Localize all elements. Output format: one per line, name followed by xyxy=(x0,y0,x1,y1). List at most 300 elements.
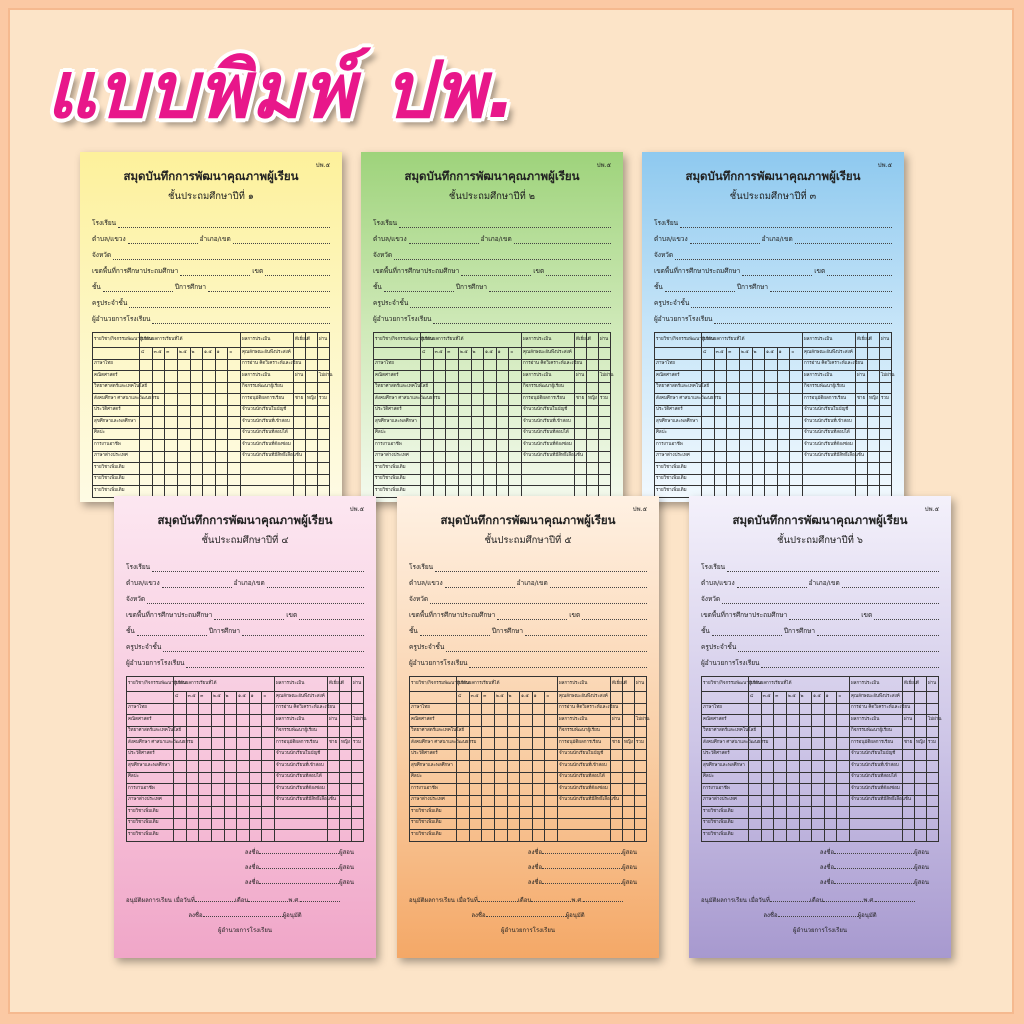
form-field xyxy=(409,594,647,604)
table-cell xyxy=(799,715,812,727)
table-cell xyxy=(868,440,880,452)
table-cell xyxy=(752,451,765,463)
table-cell xyxy=(752,359,765,371)
table-cell xyxy=(262,715,275,727)
table-cell xyxy=(915,772,927,784)
table-cell xyxy=(471,371,484,383)
table-cell xyxy=(494,738,507,750)
form-field xyxy=(701,594,939,604)
field-label: ชั้น xyxy=(92,283,101,291)
table-cell: คุณลักษณะอันพึงประสงค์ xyxy=(241,348,294,360)
table-cell xyxy=(340,772,352,784)
table-cell xyxy=(190,405,203,417)
table-cell xyxy=(927,795,939,807)
table-cell xyxy=(507,726,520,738)
table-cell xyxy=(507,772,520,784)
table-cell xyxy=(777,394,790,406)
subject-cell: รายวิชาเพิ่มเติม xyxy=(655,463,702,475)
table-cell xyxy=(262,772,275,784)
level-mark: ๑ xyxy=(215,348,228,360)
table-cell xyxy=(927,703,939,715)
field-label: ปีการศึกษา xyxy=(208,627,241,635)
table-cell xyxy=(927,818,939,830)
table-cell xyxy=(599,463,611,475)
table-cell xyxy=(599,405,611,417)
table-cell xyxy=(824,715,837,727)
table-cell xyxy=(211,749,224,761)
table-cell xyxy=(352,807,364,819)
table-row xyxy=(374,417,611,429)
field-label: อำเภอ/เขต xyxy=(808,579,840,587)
assessment-cell: จำนวนนักเรียนที่ต้องซ่อม xyxy=(241,440,294,452)
table-cell xyxy=(496,382,509,394)
table-cell xyxy=(903,818,915,830)
table-cell xyxy=(714,428,727,440)
table-cell xyxy=(749,795,762,807)
table-cell xyxy=(471,451,484,463)
table-cell xyxy=(165,451,178,463)
level-mark: ๐ xyxy=(228,348,241,360)
assessment-cell: จำนวนนักเรียนที่เข้าสอบ xyxy=(241,417,294,429)
field-line xyxy=(435,565,647,572)
table-cell xyxy=(457,772,470,784)
field-label: ตำบล/แขวง xyxy=(409,579,443,587)
table-cell xyxy=(190,440,203,452)
closing-label: พ.ศ. xyxy=(863,896,876,904)
level-mark: ๐ xyxy=(509,348,522,360)
table-cell xyxy=(469,749,482,761)
table-cell xyxy=(224,772,237,784)
table-cell xyxy=(482,726,495,738)
table-header-cell: ผลการประเมิน xyxy=(850,677,903,692)
table-cell xyxy=(777,428,790,440)
table-cell xyxy=(509,371,522,383)
subject-cell: สุขศึกษาและพลศึกษา xyxy=(127,761,174,773)
table-cell xyxy=(727,451,740,463)
table-cell xyxy=(868,417,880,429)
table-cell xyxy=(306,405,318,417)
table-row xyxy=(127,749,364,761)
headline: แบบพิมพ์ ปพ. xyxy=(46,46,518,136)
field-line xyxy=(137,629,207,636)
table-cell xyxy=(237,795,250,807)
table-cell xyxy=(177,474,190,486)
table-cell xyxy=(856,348,868,360)
subject-cell: รายวิชาเพิ่มเติม xyxy=(655,474,702,486)
table-cell xyxy=(484,382,497,394)
table-cell xyxy=(165,474,178,486)
table-cell xyxy=(457,715,470,727)
table-row xyxy=(127,772,364,784)
table-cell xyxy=(727,440,740,452)
table-cell xyxy=(635,830,647,842)
table-cell xyxy=(174,807,187,819)
table-cell xyxy=(237,772,250,784)
subject-cell: รายวิชาเพิ่มเติม xyxy=(127,830,174,842)
table-cell xyxy=(215,417,228,429)
signer-role: ผู้สอน xyxy=(914,863,929,871)
table-cell xyxy=(837,818,850,830)
table-cell xyxy=(915,726,927,738)
table-cell xyxy=(727,371,740,383)
table-cell xyxy=(774,761,787,773)
table-cell xyxy=(702,463,715,475)
form-field xyxy=(409,578,647,588)
assessment-cell: จำนวนนักเรียนที่สอบได้ xyxy=(558,772,611,784)
table-cell: ไม่ผ่าน xyxy=(318,371,330,383)
table-cell xyxy=(224,703,237,715)
table-cell xyxy=(446,428,459,440)
table-cell xyxy=(856,417,868,429)
table-cell xyxy=(190,417,203,429)
field-label: เขตพื้นที่การศึกษาประถมศึกษา xyxy=(654,267,741,275)
table-row xyxy=(410,738,647,750)
table-row xyxy=(127,761,364,773)
table-cell: คุณลักษณะอันพึงประสงค์ xyxy=(558,692,611,704)
table-cell xyxy=(623,715,635,727)
level-mark: ๒ xyxy=(224,692,237,704)
table-cell xyxy=(880,440,892,452)
table-cell xyxy=(494,818,507,830)
table-cell xyxy=(799,749,812,761)
table-cell xyxy=(623,692,635,704)
table-cell xyxy=(177,463,190,475)
table-cell xyxy=(915,703,927,715)
table-cell xyxy=(340,749,352,761)
field-label: ชั้น xyxy=(126,627,135,635)
table-cell xyxy=(446,417,459,429)
table-cell xyxy=(228,428,241,440)
table-cell xyxy=(509,417,522,429)
table-cell: รวม xyxy=(880,394,892,406)
table-cell xyxy=(812,715,825,727)
table-cell xyxy=(421,440,434,452)
table-cell xyxy=(790,440,803,452)
table-cell xyxy=(224,807,237,819)
table-cell xyxy=(249,795,262,807)
table-cell xyxy=(765,371,778,383)
principal-label: ผู้อำนวยการโรงเรียน xyxy=(218,926,272,934)
table-cell xyxy=(228,451,241,463)
table-cell xyxy=(739,474,752,486)
table-row xyxy=(374,440,611,452)
table-cell xyxy=(749,818,762,830)
grade-label: ชั้นประถมศึกษาปีที่ ๑ xyxy=(168,191,254,202)
level-mark: ๒.๕ xyxy=(786,692,799,704)
level-mark: ๑.๕ xyxy=(237,692,250,704)
table-cell xyxy=(880,463,892,475)
signer-role: ผู้สอน xyxy=(339,863,354,871)
grade-label: ชั้นประถมศึกษาปีที่ ๖ xyxy=(777,535,863,546)
table-cell xyxy=(318,451,330,463)
table-cell xyxy=(761,818,774,830)
table-cell xyxy=(790,359,803,371)
table-cell xyxy=(262,807,275,819)
table-cell xyxy=(575,405,587,417)
table-cell xyxy=(190,451,203,463)
table-row xyxy=(702,715,939,727)
table-cell xyxy=(471,428,484,440)
table-cell xyxy=(702,451,715,463)
field-label: โรงเรียน xyxy=(126,563,151,571)
table-cell xyxy=(421,428,434,440)
table-cell xyxy=(433,405,446,417)
table-cell xyxy=(777,474,790,486)
assessment-cell xyxy=(803,463,856,475)
table-cell xyxy=(224,795,237,807)
approval-date-line xyxy=(126,895,364,905)
field-label: ปีการศึกษา xyxy=(491,627,524,635)
table-cell xyxy=(469,784,482,796)
level-mark: ๒ xyxy=(799,692,812,704)
field-line xyxy=(433,317,611,324)
table-cell xyxy=(812,795,825,807)
subject-cell: ภาษาต่างประเทศ xyxy=(127,795,174,807)
table-cell xyxy=(880,474,892,486)
level-mark: ๑.๕ xyxy=(203,348,216,360)
table-cell xyxy=(868,463,880,475)
table-cell xyxy=(903,726,915,738)
form-field xyxy=(701,578,939,588)
subject-cell: การงานอาชีพ xyxy=(374,440,421,452)
table-cell xyxy=(165,382,178,394)
form-field xyxy=(654,250,892,260)
field-label: จังหวัด xyxy=(409,595,429,603)
table-row xyxy=(127,738,364,750)
table-row xyxy=(655,394,892,406)
assessment-cell xyxy=(522,474,575,486)
table-cell xyxy=(186,772,199,784)
table-row xyxy=(93,405,330,417)
table-row xyxy=(93,348,330,360)
assessment-cell: ผลการประเมิน xyxy=(558,715,611,727)
field-label: ผู้อำนวยการโรงเรียน xyxy=(373,315,432,323)
doc-title: สมุดบันทึกการพัฒนาคุณภาพผู้เรียน xyxy=(123,169,299,183)
assessment-cell: จำนวนนักเรียนที่ต้องซ่อม xyxy=(850,784,903,796)
table-cell xyxy=(777,440,790,452)
subject-cell: วิทยาศาสตร์และเทคโนโลยี xyxy=(127,726,174,738)
subject-cell: สุขศึกษาและพลศึกษา xyxy=(702,761,749,773)
table-cell xyxy=(152,359,165,371)
subject-cell: วิทยาศาสตร์และเทคโนโลยี xyxy=(410,726,457,738)
signature-line xyxy=(409,847,647,857)
table-cell xyxy=(790,405,803,417)
assessment-cell: จำนวนนักเรียนที่เข้าสอบ xyxy=(558,761,611,773)
table-row xyxy=(410,818,647,830)
table-cell xyxy=(433,371,446,383)
form-field xyxy=(92,234,330,244)
table-cell xyxy=(749,784,762,796)
table-cell xyxy=(520,738,533,750)
table-row xyxy=(374,359,611,371)
signature-line xyxy=(126,862,364,872)
field-label: ชั้น xyxy=(373,283,382,291)
table-cell xyxy=(237,726,250,738)
table-cell xyxy=(599,382,611,394)
table-cell xyxy=(812,784,825,796)
table-cell xyxy=(927,726,939,738)
table-cell xyxy=(165,359,178,371)
field-line xyxy=(242,629,364,636)
table-header-cell: ระดับผลการเรียนที่ได้ xyxy=(457,677,558,692)
table-cell xyxy=(352,772,364,784)
table-cell xyxy=(211,818,224,830)
table-cell xyxy=(199,738,212,750)
table-cell xyxy=(868,382,880,394)
table-row xyxy=(655,417,892,429)
table-cell xyxy=(228,382,241,394)
subject-cell: ภาษาต่างประเทศ xyxy=(410,795,457,807)
table-cell xyxy=(446,463,459,475)
sign-label: ลงชื่อ xyxy=(527,863,543,871)
field-line xyxy=(162,581,232,588)
table-cell xyxy=(824,795,837,807)
level-mark: ๓ xyxy=(727,348,740,360)
table-cell xyxy=(224,738,237,750)
assessment-cell: จำนวนนักเรียนที่เข้าสอบ xyxy=(803,417,856,429)
field-line xyxy=(103,285,173,292)
table-cell xyxy=(575,474,587,486)
table-cell xyxy=(140,440,153,452)
table-cell xyxy=(140,428,153,440)
table-cell xyxy=(352,703,364,715)
table-cell xyxy=(374,348,421,360)
table-cell xyxy=(868,371,880,383)
table-cell xyxy=(752,382,765,394)
table-cell xyxy=(433,463,446,475)
field-line xyxy=(445,581,515,588)
field-label: โรงเรียน xyxy=(701,563,726,571)
field-label: เขต xyxy=(814,267,826,275)
table-cell xyxy=(868,474,880,486)
form-field xyxy=(92,250,330,260)
grade-book-card xyxy=(642,152,904,502)
table-cell xyxy=(587,474,599,486)
subject-cell: สังคมศึกษา ศาสนาและวัฒนธรรม xyxy=(655,394,702,406)
field-line xyxy=(420,629,490,636)
sign-line xyxy=(203,916,283,917)
table-cell xyxy=(777,382,790,394)
level-mark: ๒ xyxy=(190,348,203,360)
table-cell xyxy=(249,715,262,727)
table-row xyxy=(410,692,647,704)
doc-title: สมุดบันทึกการพัฒนาคุณภาพผู้เรียน xyxy=(685,169,861,183)
table-cell xyxy=(799,703,812,715)
grade-label: ชั้นประถมศึกษาปีที่ ๔ xyxy=(201,535,289,546)
level-mark: ๔ xyxy=(702,348,715,360)
field-line xyxy=(550,581,647,588)
table-cell xyxy=(484,371,497,383)
table-cell xyxy=(228,474,241,486)
table-cell xyxy=(211,726,224,738)
table-cell xyxy=(509,405,522,417)
form-field xyxy=(92,218,330,228)
assessment-cell xyxy=(558,830,611,842)
table-cell xyxy=(507,807,520,819)
table-cell xyxy=(174,784,187,796)
form-field xyxy=(126,578,364,588)
table-cell xyxy=(224,784,237,796)
table-cell xyxy=(471,474,484,486)
table-cell xyxy=(739,440,752,452)
assessment-cell xyxy=(850,830,903,842)
table-cell xyxy=(318,359,330,371)
approver-line xyxy=(409,910,647,920)
table-cell xyxy=(812,818,825,830)
table-cell xyxy=(458,451,471,463)
doc-code: ปพ.๕ xyxy=(877,162,892,169)
table-cell xyxy=(812,772,825,784)
table-cell xyxy=(140,405,153,417)
closing-label: เดือน xyxy=(517,896,532,904)
sign-line xyxy=(542,883,622,884)
table-cell xyxy=(587,440,599,452)
table-cell xyxy=(599,440,611,452)
table-cell xyxy=(494,761,507,773)
field-line xyxy=(665,285,735,292)
table-cell xyxy=(433,440,446,452)
grade-table xyxy=(701,676,942,842)
date-line xyxy=(195,901,235,902)
table-cell xyxy=(880,348,892,360)
table-cell xyxy=(575,463,587,475)
subject-cell: รายวิชาเพิ่มเติม xyxy=(374,463,421,475)
table-cell xyxy=(575,348,587,360)
table-cell xyxy=(749,830,762,842)
subject-cell: ภาษาไทย xyxy=(374,359,421,371)
table-cell xyxy=(509,428,522,440)
closing-label: อนุมัติผลการเรียน เมื่อวันที่ xyxy=(701,896,770,904)
table-row xyxy=(93,474,330,486)
table-cell: หญิง xyxy=(340,738,352,750)
table-cell xyxy=(786,818,799,830)
form-field xyxy=(126,658,364,668)
table-cell xyxy=(211,772,224,784)
signer-role: ผู้สอน xyxy=(914,878,929,886)
table-cell xyxy=(152,371,165,383)
table-header-cell: ผ่าน xyxy=(599,333,611,348)
table-row xyxy=(374,394,611,406)
level-mark: ๓.๕ xyxy=(761,692,774,704)
table-cell xyxy=(587,359,599,371)
table-cell xyxy=(761,703,774,715)
table-cell xyxy=(532,738,545,750)
table-cell xyxy=(306,382,318,394)
field-line xyxy=(208,285,330,292)
table-cell xyxy=(824,784,837,796)
assessment-cell: จำนวนนักเรียนที่มีสิทธิ์เลื่อนชั้น xyxy=(275,795,328,807)
closing-label: เดือน xyxy=(234,896,249,904)
table-cell xyxy=(635,818,647,830)
table-cell xyxy=(927,807,939,819)
table-cell xyxy=(777,359,790,371)
grade-label: ชั้นประถมศึกษาปีที่ ๕ xyxy=(484,535,572,546)
table-cell xyxy=(494,784,507,796)
table-cell xyxy=(494,830,507,842)
table-cell xyxy=(761,784,774,796)
table-cell xyxy=(249,807,262,819)
table-cell xyxy=(165,394,178,406)
assessment-cell xyxy=(558,807,611,819)
field-line xyxy=(817,629,939,636)
table-row xyxy=(127,703,364,715)
level-mark: ๓ xyxy=(199,692,212,704)
table-cell xyxy=(635,772,647,784)
level-mark: ๔ xyxy=(749,692,762,704)
level-mark: ๑.๕ xyxy=(765,348,778,360)
form-field xyxy=(92,282,330,292)
level-mark: ๑.๕ xyxy=(484,348,497,360)
